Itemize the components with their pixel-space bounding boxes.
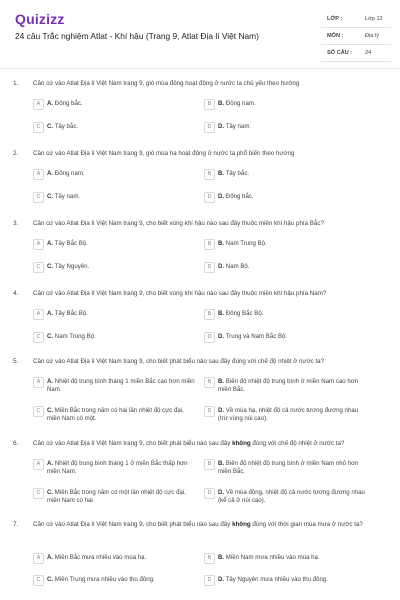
option-label: Đông nam. bbox=[225, 100, 256, 107]
option-letter: B. bbox=[218, 460, 225, 467]
question-text-part: đúng với chế độ nhiệt ở nước ta? bbox=[250, 440, 345, 447]
option-box: B bbox=[204, 459, 215, 470]
option-letter: C. bbox=[47, 407, 54, 414]
option-letter: B. bbox=[218, 554, 225, 561]
option-label: Trung và Nam Bắc Bộ. bbox=[225, 333, 288, 340]
option-box: B bbox=[204, 377, 215, 388]
option-box: C bbox=[33, 488, 44, 499]
option-box: C bbox=[33, 262, 44, 273]
option-box: A bbox=[33, 169, 44, 180]
option-letter: A. bbox=[47, 460, 54, 467]
worksheet-title: 24 câu Trắc nghiệm Atlat - Khí hậu (Trang 9, Atlat Địa lí Việt Nam) bbox=[15, 31, 259, 41]
option-letter: B. bbox=[218, 378, 225, 385]
option-letter: A. bbox=[47, 170, 54, 177]
option-box: D bbox=[204, 122, 215, 133]
meta-row-grade bbox=[321, 11, 391, 28]
question-text-part: Căn cứ vào Atlat Địa lí Việt Nam trang 9, cho biết phát biểu nào sau đây bbox=[33, 440, 233, 447]
option-letter: B. bbox=[218, 170, 225, 177]
option-letter: A. bbox=[47, 378, 54, 385]
option-label: Tây Nguyên mưa nhiều vào thu đông. bbox=[225, 576, 329, 583]
option-label: Biên độ nhiệt độ trung bình ở miền Nam cao hơn miền Bắc. bbox=[218, 378, 359, 393]
option-letter: A. bbox=[47, 310, 54, 317]
option-label: Đông Bắc Bộ. bbox=[225, 310, 264, 317]
option-label: Về mùa hạ, nhiệt độ cả nước tương đương nhau (trừ vùng núi cao). bbox=[218, 407, 359, 422]
option-letter: D. bbox=[218, 123, 225, 130]
option-letter: A. bbox=[47, 240, 54, 247]
option-box: A bbox=[33, 459, 44, 470]
question-text bbox=[33, 440, 378, 449]
option-letter: A. bbox=[47, 554, 54, 561]
option-box: D bbox=[204, 192, 215, 203]
question-number: 7. bbox=[13, 521, 19, 528]
option-letter: B. bbox=[218, 310, 225, 317]
question-text: Căn cứ vào Atlat Địa lí Việt Nam trang 9, gió mùa hạ hoạt động ở nước ta phổ biến theo hướng bbox=[33, 150, 295, 157]
question-text bbox=[33, 521, 378, 530]
question-number: 5. bbox=[13, 358, 19, 365]
option-label: Nam Trung Bộ. bbox=[225, 240, 267, 247]
option-label: Tây bắc. bbox=[54, 123, 79, 130]
option-label: Miền Bắc trong năm có một lần nhiệt độ cực đại, miền Nam có hai. bbox=[47, 489, 186, 504]
option-letter: D. bbox=[218, 193, 225, 200]
option-label: Nam Bộ. bbox=[225, 263, 250, 270]
question-number: 6. bbox=[13, 440, 19, 447]
question-text-part: Căn cứ vào Atlat Địa lí Việt Nam trang 9, cho biết phát biểu nào sau đây bbox=[33, 521, 233, 528]
meta-value: 24 bbox=[365, 50, 372, 56]
option-label: Đông bắc. bbox=[54, 100, 83, 107]
option-box: A bbox=[33, 309, 44, 320]
meta-key: LỚP : bbox=[327, 16, 343, 22]
option-label: Nam Trung Bộ. bbox=[54, 333, 96, 340]
option-letter: B. bbox=[218, 240, 225, 247]
option-label: Miền Bắc trong năm có hai lần nhiệt độ cực đại, miền Nam có một. bbox=[47, 407, 184, 422]
option-box: D bbox=[204, 262, 215, 273]
option-label: Tây nam. bbox=[225, 123, 252, 130]
option-box: B bbox=[204, 309, 215, 320]
question-text: Căn cứ vào Atlat Địa lí Việt Nam trang 9, gió mùa đông hoạt động ở nước ta chủ yếu theo hướng bbox=[33, 80, 300, 87]
option-label: Nhiệt độ trung bình tháng 1 miền Bắc cao hơn miền Nam. bbox=[47, 378, 195, 393]
option-label: Tây Bắc Bộ. bbox=[54, 310, 88, 317]
meta-value: Địa lý bbox=[365, 33, 379, 39]
option-label: Đông bắc. bbox=[225, 193, 254, 200]
option-box: A bbox=[33, 553, 44, 564]
option-letter: C. bbox=[47, 123, 54, 130]
question-number: 4. bbox=[13, 290, 19, 297]
option-box: A bbox=[33, 377, 44, 388]
option-box: C bbox=[33, 192, 44, 203]
meta-row-count bbox=[321, 45, 391, 62]
option-label: Biên độ nhiệt độ trung bình ở miền Nam nhỏ hơn miền Bắc. bbox=[218, 460, 359, 475]
question-text-part: đúng với thời gian mùa mưa ở nước ta? bbox=[250, 521, 363, 528]
quizizz-logo[interactable]: Quizizz bbox=[15, 11, 65, 27]
option-box: B bbox=[204, 169, 215, 180]
meta-row-subject bbox=[321, 28, 391, 45]
option-box: D bbox=[204, 406, 215, 417]
option-box: D bbox=[204, 332, 215, 343]
option-label: Tây bắc. bbox=[225, 170, 250, 177]
question-emphasis: không bbox=[232, 440, 251, 447]
option-label: Miền Nam mưa nhiều vào mùa hạ. bbox=[225, 554, 320, 561]
question-emphasis: không bbox=[232, 521, 251, 528]
option-label: Tây Bắc Bộ. bbox=[54, 240, 88, 247]
option-letter: C. bbox=[47, 333, 54, 340]
option-letter: D. bbox=[218, 263, 225, 270]
option-letter: C. bbox=[47, 576, 54, 583]
option-letter: C. bbox=[47, 263, 54, 270]
option-box: D bbox=[204, 488, 215, 499]
option-box: A bbox=[33, 239, 44, 250]
option-box: A bbox=[33, 99, 44, 110]
option-letter: D. bbox=[218, 489, 225, 496]
meta-key: MÔN : bbox=[327, 33, 344, 39]
option-letter: C. bbox=[47, 489, 54, 496]
option-letter: D. bbox=[218, 333, 225, 340]
option-box: B bbox=[204, 553, 215, 564]
question-number: 2. bbox=[13, 150, 19, 157]
option-box: B bbox=[204, 239, 215, 250]
worksheet-header bbox=[0, 0, 400, 69]
option-label: Miền Bắc mưa nhiều vào mùa hạ. bbox=[54, 554, 147, 561]
option-letter: D. bbox=[218, 576, 225, 583]
option-label: Miền Trung mưa nhiều vào thu đông. bbox=[54, 576, 155, 583]
option-box: C bbox=[33, 332, 44, 343]
option-box: C bbox=[33, 122, 44, 133]
question-text: Căn cứ vào Atlat Địa lí Việt Nam trang 9, cho biết phát biểu nào sau đây đúng với chế độ nhiệt ở nước ta? bbox=[33, 358, 325, 365]
question-text: Căn cứ vào Atlat Địa lí Việt Nam trang 9, cho biết vùng khí hậu nào sau đây thuộc miền khí hậu phía Bắc? bbox=[33, 220, 324, 227]
option-letter: C. bbox=[47, 193, 54, 200]
option-box: C bbox=[33, 575, 44, 586]
option-box: D bbox=[204, 575, 215, 586]
question-text: Căn cứ vào Atlat Địa lí Việt Nam trang 9, cho biết vùng khí hậu nào sau đây thuộc miền khí hậu phía Nam? bbox=[33, 290, 327, 297]
option-label: Tây Nguyên. bbox=[54, 263, 90, 270]
meta-table bbox=[321, 11, 391, 62]
option-label: Tây nam. bbox=[54, 193, 81, 200]
question-number: 1. bbox=[13, 80, 19, 87]
option-box: B bbox=[204, 99, 215, 110]
option-letter: D. bbox=[218, 407, 225, 414]
option-box: C bbox=[33, 406, 44, 417]
option-label: Nhiệt độ trung bình tháng 1 ở miền Bắc thấp hơn miền Nam. bbox=[47, 460, 188, 475]
option-letter: A. bbox=[47, 100, 54, 107]
option-label: Đông nam. bbox=[54, 170, 85, 177]
meta-value: Lớp 12 bbox=[365, 16, 383, 22]
option-label: Về mùa đông, nhiệt độ cả nước tương đương nhau (kể cả ở núi cao). bbox=[218, 489, 365, 504]
question-number: 3. bbox=[13, 220, 19, 227]
meta-key: SỐ CÂU : bbox=[327, 50, 353, 56]
option-letter: B. bbox=[218, 100, 225, 107]
